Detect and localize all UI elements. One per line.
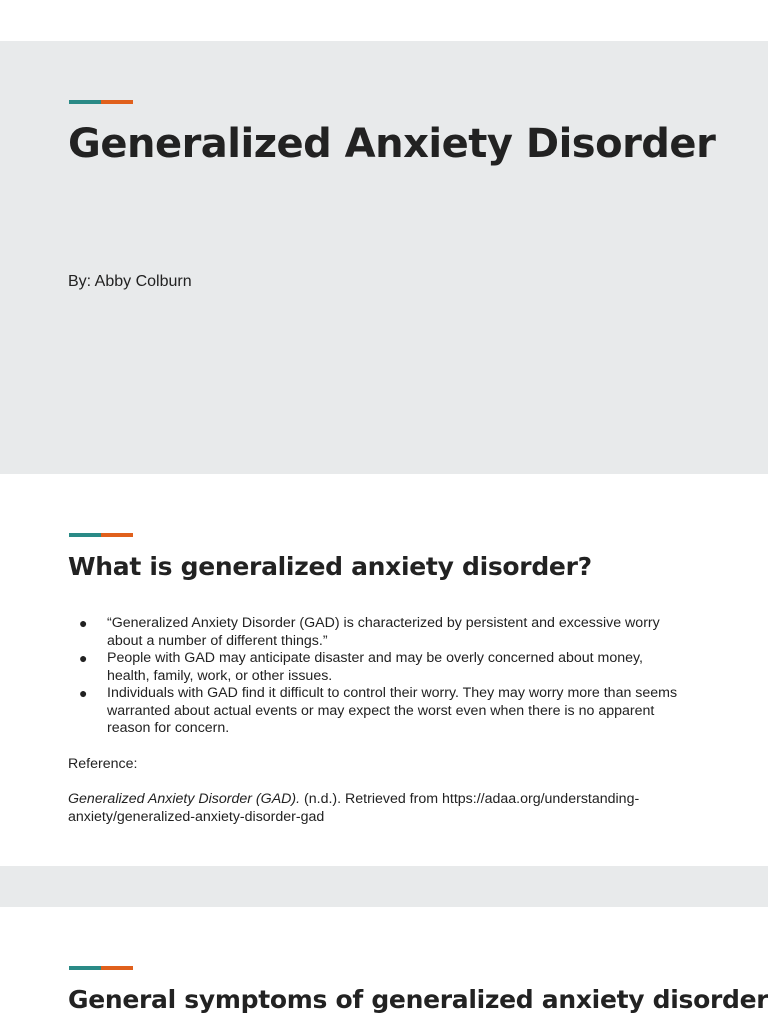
reference-citation [68,791,668,826]
accent-orange-segment [101,966,133,970]
list-item [68,615,680,650]
presentation-title: Generalized Anxiety Disorder [68,121,716,167]
accent-orange-segment [101,100,133,104]
bullet-icon: ● [79,685,88,701]
slide-separator [0,866,768,907]
page-top-margin [0,0,768,41]
author-byline: By: Abby Colburn [68,273,192,290]
reference-title: Generalized Anxiety Disorder (GAD). [68,791,301,807]
accent-teal-segment [69,966,101,970]
bullet-text: Individuals with GAD find it difficult to control their worry. They may worry more than seems warranted about actual events or may expect the worst even when there is no apparent reason for concern. [107,685,678,736]
reference-label: Reference: [68,756,138,772]
bullet-icon: ● [79,650,88,666]
accent-teal-segment [69,100,101,104]
reference-details: (n.d.). Retrieved from https://adaa.org/understanding-anxiety/generalized-anxiety-disorder-gad [68,791,640,825]
list-item [68,685,680,738]
section-heading: What is generalized anxiety disorder? [68,552,592,581]
accent-bar [69,966,133,970]
bullet-text: People with GAD may anticipate disaster and may be overly concerned about money, health, family, work, or other issues. [107,650,643,684]
bullet-icon: ● [79,615,88,631]
accent-bar [69,100,133,104]
accent-teal-segment [69,533,101,537]
list-item [68,650,680,685]
bullet-text: “Generalized Anxiety Disorder (GAD) is characterized by persistent and excessive worry about a number of different things.” [107,615,660,649]
definition-slide [0,474,768,866]
title-slide [0,41,768,474]
bullet-list [68,615,680,738]
symptoms-slide [0,907,768,1024]
accent-bar [69,533,133,537]
accent-orange-segment [101,533,133,537]
section-heading: General symptoms of generalized anxiety disorder [68,985,768,1014]
